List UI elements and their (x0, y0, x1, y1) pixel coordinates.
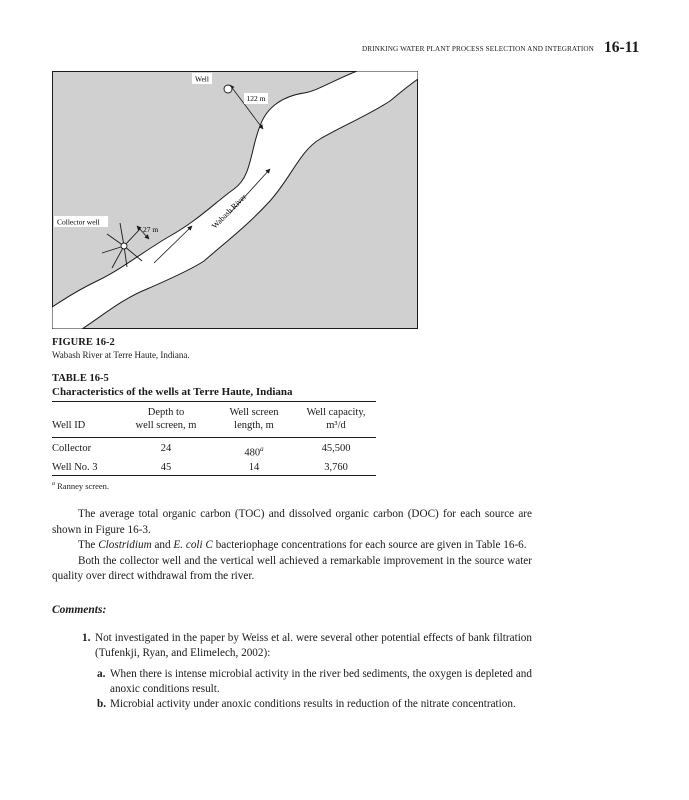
table-header-rule (52, 437, 376, 438)
cell-well-id: Well No. 3 (52, 462, 98, 473)
running-head: DRINKING WATER PLANT PROCESS SELECTION AND INTEGRATION (362, 45, 594, 53)
table-row (52, 461, 376, 476)
footnote-marker: a (260, 445, 264, 453)
table-label: TABLE 16-5 (52, 373, 109, 384)
table-top-rule (52, 401, 376, 402)
header-depth-l1: Depth to (147, 407, 185, 418)
item-number: 1. (82, 632, 91, 644)
table-bottom-rule (52, 475, 376, 476)
header-depth-l2: well screen, m (135, 420, 197, 431)
cell-depth: 45 (160, 462, 172, 473)
figure-label: FIGURE 16-2 (52, 337, 115, 348)
comment-subitem-b (97, 697, 532, 712)
table-footnote-mark: a (52, 481, 55, 488)
cell-capacity: 3,760 (324, 462, 348, 473)
subitem-letter: b. (97, 698, 107, 710)
subitem-text: When there is intense microbial activity in the river bed sediments, the oxygen is depleted and anoxic conditions result. (110, 668, 532, 695)
cell-length-value: 480 (244, 447, 261, 459)
comment-subitem-a (97, 667, 532, 696)
p2-text-b: and (151, 539, 174, 551)
p2-clostridium: Clostridium (98, 539, 152, 551)
header-length-l1: Well screen (229, 407, 279, 418)
page-number: 16-11 (604, 39, 640, 56)
header-length-l2: length, m (234, 420, 274, 431)
well-marker-icon (224, 85, 232, 93)
cell-depth: 24 (160, 443, 172, 454)
table-title: Characteristics of the wells at Terre Haute, Indiana (52, 386, 293, 398)
paragraph-toc: The average total organic carbon (TOC) and dissolved organic carbon (DOC) for each source are shown in Figure 16-3. (52, 508, 532, 536)
table-body (52, 442, 376, 476)
cell-well-id: Collector (52, 443, 92, 454)
header-capacity-l1: Well capacity, (306, 407, 366, 418)
collector-label: Collector well (57, 217, 100, 227)
table-row (52, 442, 376, 461)
header-well-id-l1 (52, 406, 120, 419)
header-capacity-l2: m³/d (326, 420, 346, 431)
p2-text-c: bacteriophage concentrations for each source are given in Table 16-6. (212, 539, 527, 551)
table-footnote (52, 481, 109, 491)
p2-ecoli: E. coli C (173, 539, 213, 551)
paragraph-improvement: Both the collector well and the vertical well achieved a remarkable improvement in the source water quality over direct withdrawal from the river. (52, 554, 532, 582)
table-footnote-text: Ranney screen. (57, 481, 110, 491)
distance-collector-label: 27 m (143, 225, 159, 234)
distance-well-label: 122 m (246, 94, 266, 103)
header-well-id: Well ID (52, 420, 86, 431)
cell-length: 14 (248, 462, 260, 473)
table-header (52, 406, 376, 432)
well-label: Well (195, 74, 209, 84)
cell-length (212, 442, 296, 461)
body-text (52, 507, 532, 585)
figure-caption: Wabash River at Terre Haute, Indiana. (52, 350, 190, 360)
wabash-river-map (52, 71, 418, 329)
cell-capacity: 45,500 (321, 443, 351, 454)
item-text: Not investigated in the paper by Weiss et al. were several other potential effects of bank filtration (Tufenkji, Ryan, and Elimelech, 2002): (95, 632, 532, 659)
subitem-letter: a. (97, 668, 106, 680)
comments-heading: Comments: (52, 604, 107, 616)
river-label: Wabash River (210, 192, 249, 231)
subitem-text: Microbial activity under anoxic conditions results in reduction of the nitrate concentration. (110, 698, 516, 710)
p2-text-a: The (78, 539, 99, 551)
comment-item-1 (82, 631, 532, 660)
paragraph-bacteriophage (52, 538, 532, 554)
